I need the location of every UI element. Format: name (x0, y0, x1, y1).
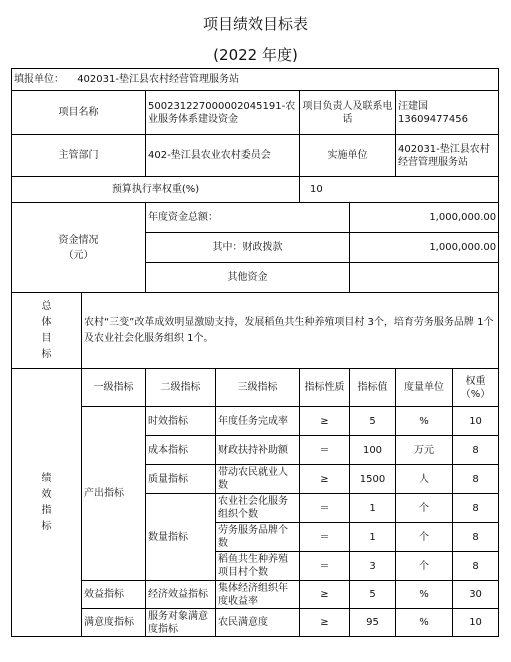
indicator-nature: ≥ (300, 581, 350, 609)
dept-value: 402-垫江县农业农村委员会 (146, 135, 300, 177)
indicator-nature: ＝ (300, 436, 350, 465)
indicator-unit: % (396, 581, 453, 609)
indicator-nature: ≥ (300, 609, 350, 637)
perf-label-char: 绩 (41, 472, 52, 484)
level2-quality: 质量指标 (146, 465, 216, 494)
indicator-weight: 8 (453, 552, 499, 581)
indicator-value: 1 (350, 523, 396, 552)
indicator-nature: ＝ (300, 552, 350, 581)
other-funds-value (350, 263, 499, 293)
budget-weight-label: 预算执行率权重(%) (12, 177, 300, 203)
header-nature: 指标性质 (300, 369, 350, 407)
indicator-value: 3 (350, 552, 396, 581)
indicator-weight: 8 (453, 494, 499, 523)
header-level3: 三级指标 (216, 369, 300, 407)
dept-label: 主管部门 (12, 135, 146, 177)
form-year: (2022 年度) (213, 46, 298, 64)
perf-label (12, 369, 82, 637)
header-value: 指标值 (350, 369, 396, 407)
header-unit: 度量单位 (396, 369, 453, 407)
indicator-weight: 8 (453, 465, 499, 494)
annual-total-value: 1,000,000.00 (350, 203, 499, 233)
level2-service: 服务对象满意度指标 (146, 609, 216, 637)
project-name-value: 500231227000002045191-农业服务体系建设资金 (146, 91, 300, 135)
perf-label-char: 标 (41, 520, 52, 532)
form-title: 项目绩效目标表 (202, 15, 308, 33)
project-row (12, 91, 499, 135)
indicator-nature: ＝ (300, 494, 350, 523)
indicator-value: 100 (350, 436, 396, 465)
budget-weight-row (12, 177, 499, 203)
indicator-name: 带动农民就业人数 (216, 465, 300, 494)
funds-label (12, 203, 146, 293)
indicator-unit: 万元 (396, 436, 453, 465)
indicator-weight: 8 (453, 436, 499, 465)
level1-output: 产出指标 (82, 407, 146, 581)
goal-label-char: 总 (41, 300, 52, 312)
level1-benefit: 效益指标 (82, 581, 146, 609)
indicator-value: 95 (350, 609, 396, 637)
table-row (12, 581, 499, 609)
annual-total-row (12, 203, 499, 233)
indicator-value: 1 (350, 494, 396, 523)
header-level1: 一级指标 (82, 369, 146, 407)
indicator-weight: 10 (453, 609, 499, 637)
annual-total-label: 年度资金总额： (146, 203, 350, 233)
unit-value: 402031-垫江县农村经营管理服务站 (77, 74, 239, 85)
header-level2: 二级指标 (146, 369, 216, 407)
project-name-label: 项目名称 (12, 91, 146, 135)
unit-cell (12, 69, 499, 91)
goal-label (12, 293, 82, 369)
indicator-unit: % (396, 407, 453, 436)
goal-label-char: 标 (41, 348, 52, 360)
indicator-weight: 8 (453, 523, 499, 552)
unit-label: 填报单位： (14, 74, 64, 85)
header-weight: 权重（%） (453, 369, 499, 407)
goal-label-char: 体 (41, 316, 52, 328)
goal-row (12, 293, 499, 369)
indicator-unit: 人 (396, 465, 453, 494)
funds-label-line2: （元） (63, 249, 94, 261)
level1-satisfaction: 满意度指标 (82, 609, 146, 637)
indicator-name: 年度任务完成率 (216, 407, 300, 436)
indicator-name: 财政扶持补助额 (216, 436, 300, 465)
indicator-name: 农民满意度 (216, 609, 300, 637)
indicator-unit: 个 (396, 552, 453, 581)
level2-econ: 经济效益指标 (146, 581, 216, 609)
indicator-nature: ≥ (300, 465, 350, 494)
indicator-name: 集体经济组织年度收益率 (216, 581, 300, 609)
indicator-weight: 30 (453, 581, 499, 609)
performance-table (11, 68, 499, 637)
funds-label-line1: 资金情况 (58, 234, 99, 246)
indicator-value: 1500 (350, 465, 396, 494)
indicator-value: 5 (350, 581, 396, 609)
perf-label-char: 效 (41, 488, 52, 500)
impl-value: 402031-垫江县农村经营管理服务站 (396, 135, 499, 177)
level2-time: 时效指标 (146, 407, 216, 436)
indicator-name: 稻鱼共生种养殖项目村个数 (216, 552, 300, 581)
indicator-name: 农业社会化服务组织个数 (216, 494, 300, 523)
leader-value: 汪建国 13609477456 (396, 91, 499, 135)
level2-quantity: 数量指标 (146, 494, 216, 581)
table-row (12, 609, 499, 637)
indicator-unit: % (396, 609, 453, 637)
indicator-value: 5 (350, 407, 396, 436)
indicator-nature: ＝ (300, 523, 350, 552)
indicator-name: 劳务服务品牌个数 (216, 523, 300, 552)
dept-row (12, 135, 499, 177)
goal-text: 农村“三变”改革成效明显激励支持，发展稻鱼共生种养殖项目村 3个，培育劳务服务品牌 1个及农业社会化服务组织 1个。 (82, 293, 499, 369)
table-row (12, 407, 499, 436)
impl-label: 实施单位 (300, 135, 396, 177)
perf-label-char: 指 (41, 504, 52, 516)
other-funds-label: 其他资金 (146, 263, 350, 293)
leader-label: 项目负责人及联系电话 (300, 91, 396, 135)
fiscal-value: 1,000,000.00 (350, 233, 499, 263)
indicator-unit: 个 (396, 494, 453, 523)
indicator-nature: ≥ (300, 407, 350, 436)
header-row (12, 369, 499, 407)
level2-cost: 成本指标 (146, 436, 216, 465)
unit-row (12, 69, 499, 91)
fiscal-label: 其中：财政拨款 (146, 233, 350, 263)
goal-label-char: 目 (41, 332, 52, 344)
indicator-unit: 个 (396, 523, 453, 552)
budget-weight-value: 10 (300, 177, 499, 203)
indicator-weight: 10 (453, 407, 499, 436)
